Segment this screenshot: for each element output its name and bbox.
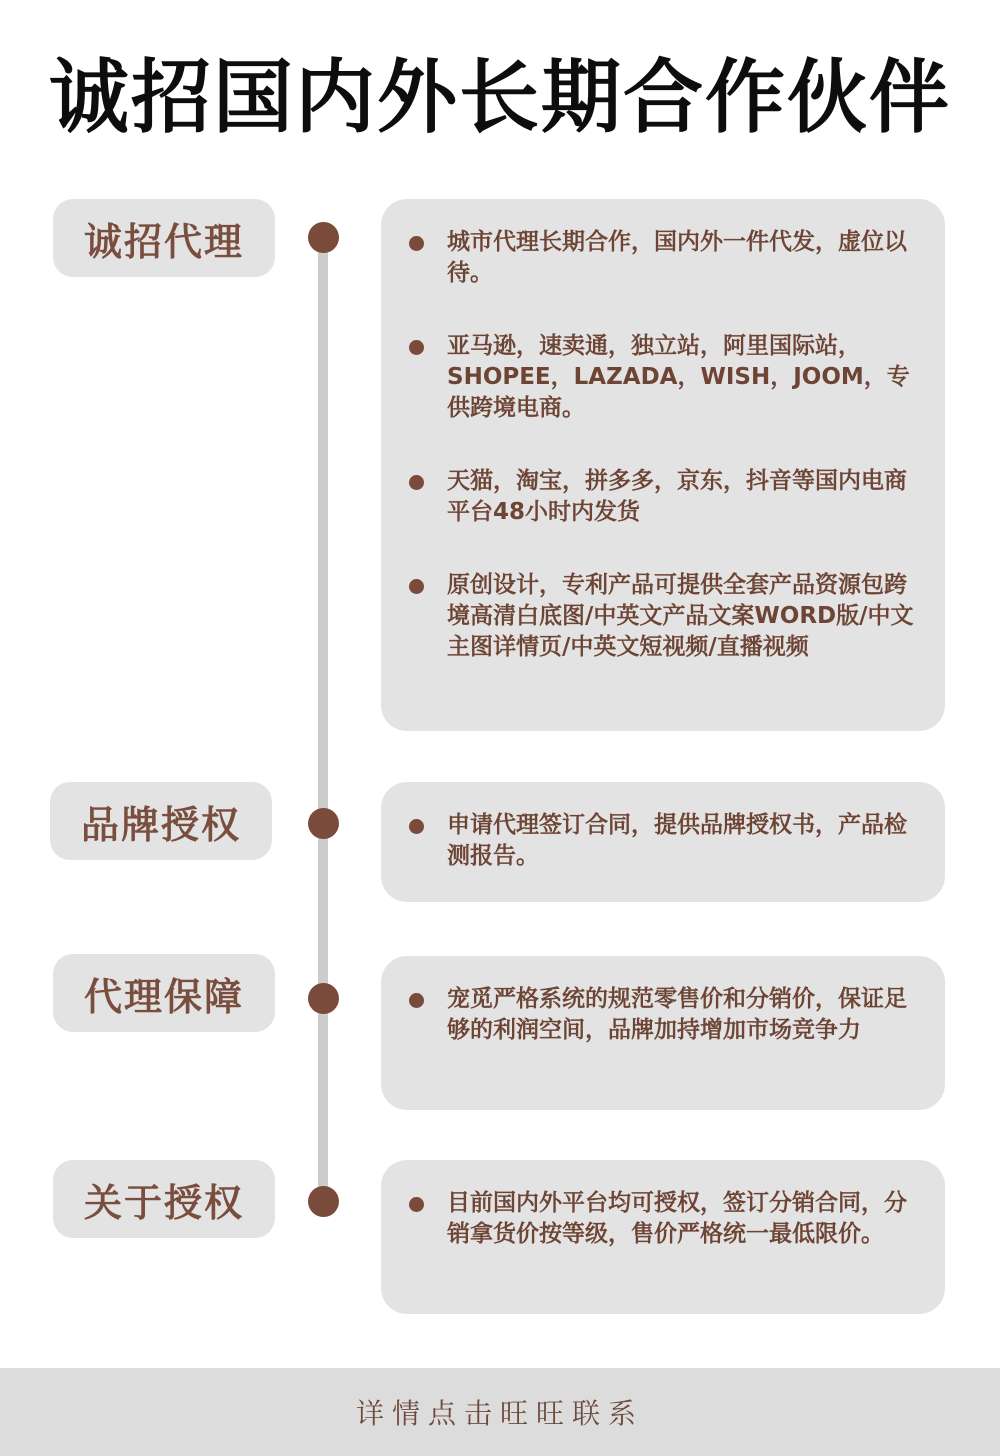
- section-label-about-auth: 关于授权: [53, 1160, 275, 1238]
- footer-contact-bar[interactable]: 详情点击旺旺联系: [0, 1368, 1000, 1456]
- section-label-brand-auth: 品牌授权: [50, 782, 272, 860]
- section-card-agency-guarantee: [381, 956, 945, 1110]
- timeline-dot: [308, 983, 339, 1014]
- list-item: 天猫，淘宝，拼多多，京东，抖音等国内电商平台48小时内发货: [409, 466, 925, 528]
- timeline-dot: [308, 222, 339, 253]
- timeline-dot: [308, 808, 339, 839]
- list-item: 宠觅严格系统的规范零售价和分销价，保证足够的利润空间，品牌加持增加市场竞争力: [409, 984, 925, 1046]
- timeline-line: [318, 236, 328, 1202]
- list-item: 申请代理签订合同，提供品牌授权书，产品检测报告。: [409, 810, 925, 872]
- section-label-agency: 诚招代理: [53, 199, 275, 277]
- list-item: 目前国内外平台均可授权，签订分销合同，分销拿货价按等级，售价严格统一最低限价。: [409, 1188, 925, 1250]
- timeline-dot: [308, 1186, 339, 1217]
- section-card-agency: [381, 199, 945, 731]
- list-item: 城市代理长期合作，国内外一件代发，虚位以待。: [409, 227, 925, 289]
- list-item: 亚马逊，速卖通，独立站，阿里国际站，SHOPEE，LAZADA，WISH，JOOM，专供跨境电商。: [409, 331, 925, 424]
- section-label-agency-guarantee: 代理保障: [53, 954, 275, 1032]
- section-card-brand-auth: [381, 782, 945, 902]
- page-title: 诚招国内外长期合作伙伴: [49, 51, 951, 144]
- section-card-about-auth: [381, 1160, 945, 1314]
- list-item: 原创设计，专利产品可提供全套产品资源包跨境高清白底图/中英文产品文案WORD版/中文主图详情页/中英文短视频/直播视频: [409, 570, 925, 663]
